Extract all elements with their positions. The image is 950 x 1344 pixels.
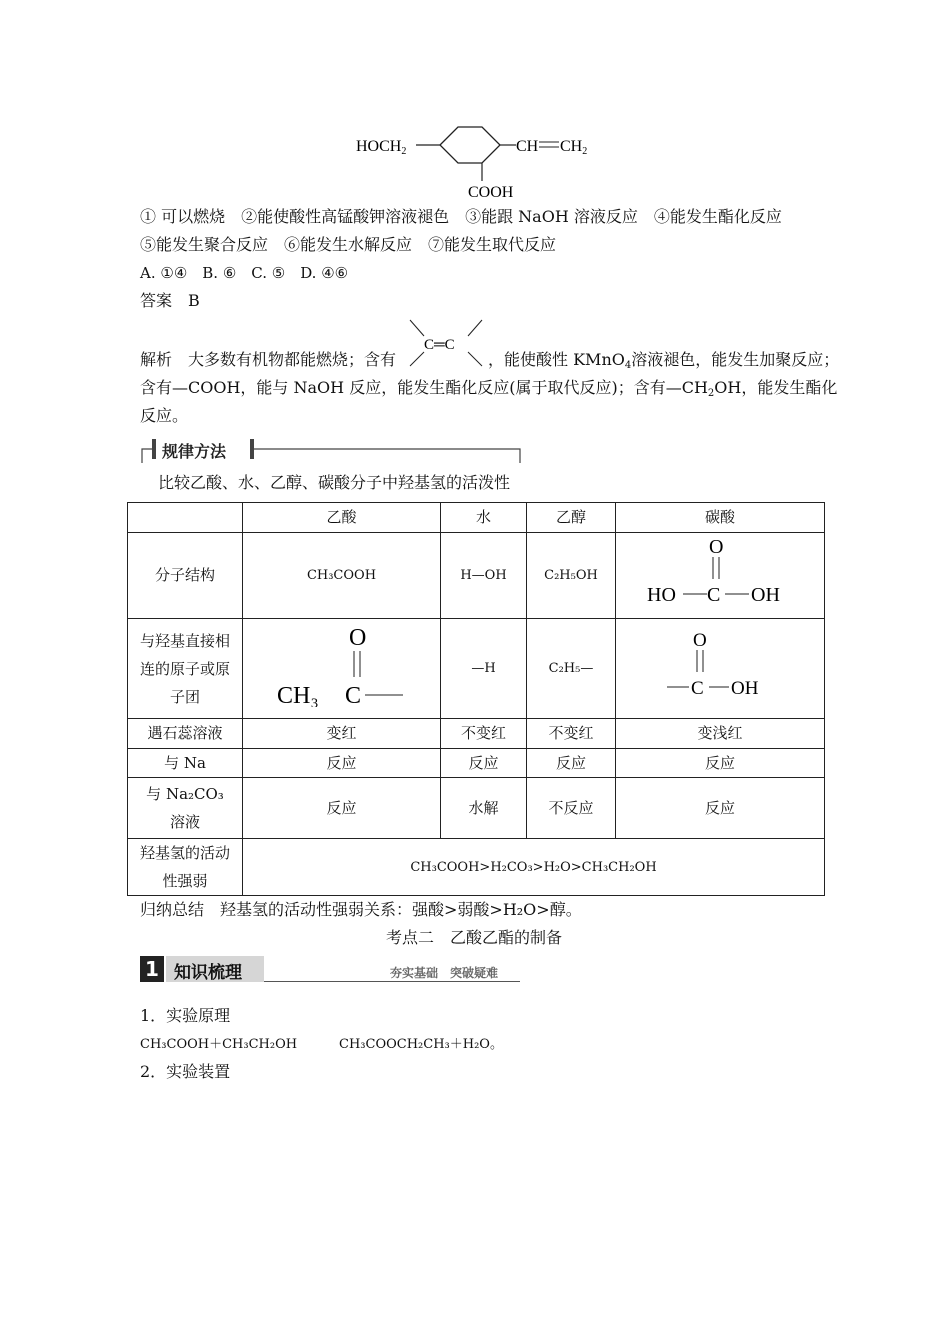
- svg-text:CH₃: CH₃: [276, 683, 319, 707]
- carbonic-acid-structure: [645, 533, 795, 609]
- item-principle: 1．实验原理: [140, 1006, 231, 1025]
- table-row-litmus: [128, 719, 825, 749]
- answer-line: 答案 B: [140, 291, 200, 310]
- carboxyl-group-structure: [665, 626, 775, 702]
- options-line-2: ⑤能发生聚合反应 ⑥能发生水解反应 ⑦能发生取代反应: [140, 235, 557, 254]
- svg-text:C: C: [344, 683, 361, 707]
- header-water: 水: [441, 503, 527, 533]
- alkene-double-bond-diagram: [404, 318, 488, 372]
- reaction-left: CH₃COOH＋CH₃CH₂OH: [140, 1037, 298, 1052]
- method-heading: [140, 437, 522, 463]
- activity-order: CH₃COOH>H₂CO₃>H₂O>CH₃CH₂OH: [243, 839, 825, 896]
- row-label-group: 与羟基直接相连的原子或原子团: [128, 619, 243, 719]
- section-title: 考点二 乙酸乙酯的制备: [386, 928, 563, 947]
- table-row-na2co3: [128, 778, 825, 839]
- acetic-formula: CH₃COOH: [243, 533, 441, 619]
- header-carbonic: 碳酸: [616, 503, 825, 533]
- hoch2-label: HOCH2: [356, 138, 407, 157]
- na2co3-acetic: 反应: [243, 778, 441, 839]
- svg-text:OH: OH: [731, 678, 759, 699]
- options-line-1: ① 可以燃烧 ②能使酸性高锰酸钾溶液褪色 ③能跟 NaOH 溶液反应 ④能发生酯化反应: [140, 207, 782, 226]
- na-acetic: 反应: [243, 749, 441, 778]
- table-row-group: [128, 619, 825, 719]
- analysis-line-1: 解析 大多数有机物都能燃烧；含有 ，能使酸性 KMnO$_4$溶液褪色，能发生加聚反应；: [140, 350, 840, 371]
- svg-text:O: O: [693, 630, 707, 651]
- row-label-structure: 分子结构: [128, 533, 243, 619]
- table-row-na: [128, 749, 825, 778]
- comparison-table: [127, 502, 825, 896]
- banner-slogan: 夯实基础 突破疑难: [390, 966, 499, 980]
- na2co3-ethanol: 不反应: [527, 778, 616, 839]
- table-header-row: [128, 503, 825, 533]
- na-ethanol: 反应: [527, 749, 616, 778]
- table-row-structure: [128, 533, 825, 619]
- structural-formula: [340, 115, 620, 205]
- answer-choices: A. ①④ B. ⑥ C. ⑤ D. ④⑥: [140, 264, 349, 282]
- svg-text:C═C: C═C: [424, 337, 455, 353]
- na2co3-carbonic: 反应: [616, 778, 825, 839]
- svg-text:O: O: [709, 536, 724, 558]
- svg-text:O: O: [348, 625, 366, 651]
- carboxyl-cell: [616, 619, 825, 719]
- item-apparatus: 2．实验装置: [140, 1062, 231, 1081]
- na-water: 反应: [441, 749, 527, 778]
- table-intro: 比较乙酸、水、乙醇、碳酸分子中羟基氢的活泼性: [158, 473, 511, 492]
- na2co3-water: 水解: [441, 778, 527, 839]
- svg-text:C: C: [691, 678, 704, 699]
- banner-number-box: 1: [140, 956, 164, 982]
- svg-text:HO: HO: [647, 584, 676, 606]
- summary-line: 归纳总结 羟基氢的活动性强弱关系：强酸>弱酸>H₂O>醇。: [140, 900, 582, 919]
- na-carbonic: 反应: [616, 749, 825, 778]
- method-title: 规律方法: [162, 442, 227, 461]
- reaction-right: CH₃COOCH₂CH₃＋H₂O。: [339, 1037, 503, 1052]
- cooh-label: COOH: [468, 184, 514, 201]
- analysis-line-2: 含有—COOH，能与 NaOH 反应，能发生酯化反应(属于取代反应)；含有$—CH_2OH$，能发生酯化: [140, 378, 838, 399]
- svg-text:OH: OH: [751, 584, 780, 606]
- row-label-na2co3: 与 Na₂CO₃溶液: [128, 778, 243, 839]
- analysis-line-3: 反应。: [140, 406, 189, 425]
- header-acetic: 乙酸: [243, 503, 441, 533]
- row-label-activity: 羟基氢的活动性强弱: [128, 839, 243, 896]
- row-label-litmus: 遇石蕊溶液: [128, 719, 243, 749]
- banner-title: 知识梳理: [174, 963, 242, 983]
- vinyl-ch: CH: [516, 138, 539, 155]
- header-empty: [128, 503, 243, 533]
- ethanol-group: C₂H₅—: [527, 619, 616, 719]
- water-formula: H—OH: [441, 533, 527, 619]
- acetyl-group-structure: [277, 621, 407, 707]
- litmus-carbonic: 变浅红: [616, 719, 825, 749]
- litmus-acetic: 变红: [243, 719, 441, 749]
- table-row-activity: [128, 839, 825, 896]
- carbonic-structure-cell: [616, 533, 825, 619]
- water-group: —H: [441, 619, 527, 719]
- ethanol-formula: C₂H₅OH: [527, 533, 616, 619]
- litmus-ethanol: 不变红: [527, 719, 616, 749]
- header-ethanol: 乙醇: [527, 503, 616, 533]
- row-label-na: 与 Na: [128, 749, 243, 778]
- acetyl-cell: [243, 619, 441, 719]
- vinyl-ch2: CH2: [560, 138, 588, 157]
- knowledge-banner: [140, 956, 522, 984]
- svg-text:C: C: [707, 584, 721, 606]
- litmus-water: 不变红: [441, 719, 527, 749]
